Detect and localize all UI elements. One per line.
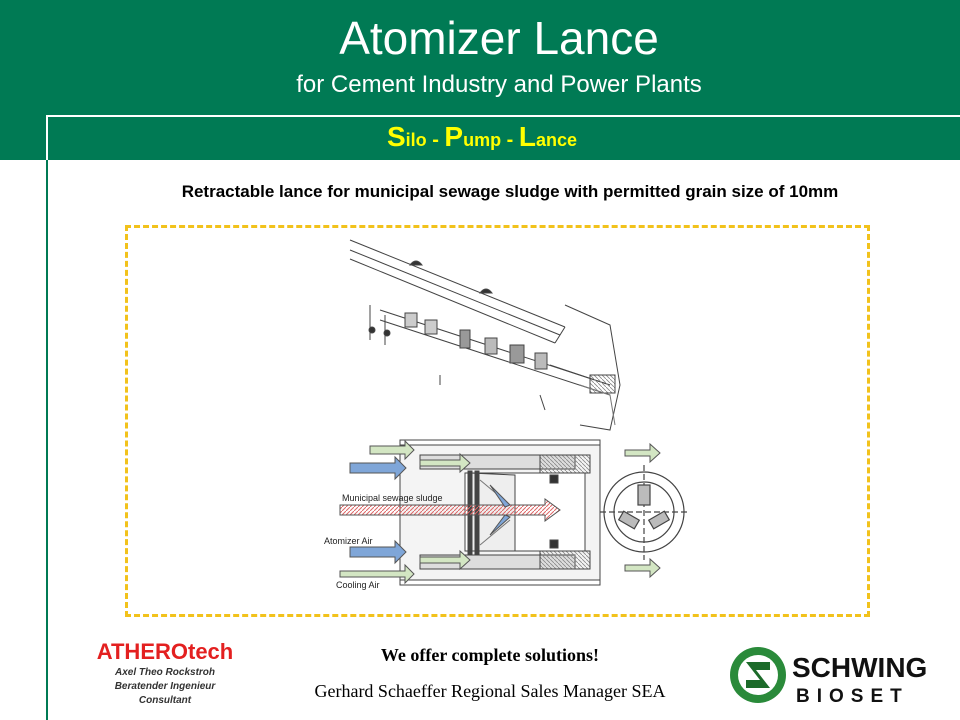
atherotech-brand: ATHERO [96, 639, 188, 664]
atherotech-title: Beratender Ingenieur [114, 681, 216, 692]
header-divider [48, 115, 960, 117]
slogan-s: S [386, 121, 406, 152]
page-title: Atomizer Lance [339, 12, 659, 64]
label-sewage-sludge: Municipal sewage sludge [342, 493, 443, 503]
atherotech-logo [75, 638, 255, 708]
atherotech-name: Axel Theo Rockstroh [114, 667, 216, 678]
slogan-sep1: - [426, 129, 445, 151]
offer-text: We offer complete solutions! [380, 645, 600, 665]
slogan-l: L [518, 121, 536, 152]
slogan-ilo: ilo [405, 130, 427, 150]
atherotech-role: Consultant [138, 695, 192, 706]
left-rule-header [46, 115, 48, 160]
left-rule [46, 115, 48, 720]
label-cooling-air: Cooling Air [336, 580, 380, 590]
lance-end-view [600, 465, 690, 560]
diagram-caption: Retractable lance for municipal sewage sludge with permitted grain size of 10mm [181, 182, 839, 201]
lance-diagram [310, 235, 710, 600]
slogan [0, 120, 960, 157]
contact-text: Gerhard Schaeffer Regional Sales Manager SEA [314, 681, 666, 701]
slogan-ance: ance [536, 130, 578, 150]
header-band [0, 0, 960, 160]
installation-sketch [350, 240, 620, 430]
schwing-bioset-logo [726, 640, 946, 710]
slogan-p: P [444, 121, 464, 152]
atherotech-brand-tech: tech [188, 639, 234, 664]
page-subtitle: for Cement Industry and Power Plants [296, 71, 702, 98]
slogan-ump: ump [463, 130, 502, 150]
label-atomizer-air: Atomizer Air [324, 536, 373, 546]
slogan-sep2: - [501, 129, 519, 151]
schwing-line1: SCHWING [792, 652, 928, 683]
schwing-line2: BIOSET [796, 686, 909, 707]
